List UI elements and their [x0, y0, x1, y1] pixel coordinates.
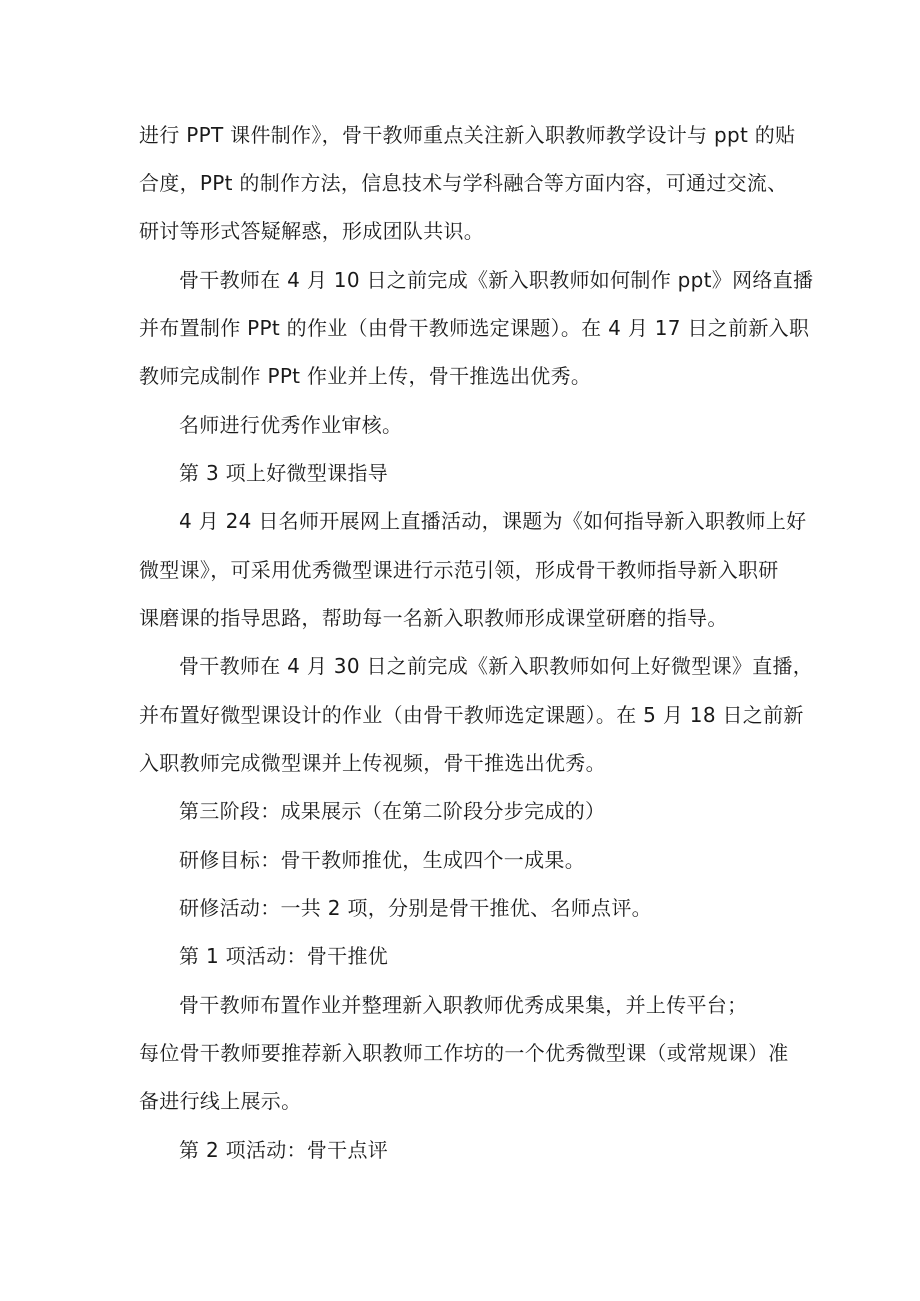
- text-line: 课磨课的指导思路，帮助每一名新入职教师形成课堂研磨的指导。: [139, 606, 728, 630]
- text-line: 备进行线上展示。: [139, 1089, 302, 1113]
- text-line: 进行 PPT 课件制作》，骨干教师重点关注新入职教师教学设计与 ppt 的贴: [139, 123, 796, 147]
- text-line: 并布置好微型课设计的作业（由骨干教师选定课题）。在 5 月 18 日之前新: [139, 703, 804, 727]
- text-line: 骨干教师在 4 月 30 日之前完成《新入职教师如何上好微型课》直播，: [179, 654, 814, 678]
- text-line: 4 月 24 日名师开展网上直播活动，课题为《如何指导新入职教师上好: [179, 509, 807, 533]
- section-heading: 第三阶段：成果展示（在第二阶段分步完成的）: [179, 799, 606, 823]
- text-line: 研讨等形式答疑解惑，形成团队共识。: [139, 219, 485, 243]
- text-line: 合度，PPt 的制作方法，信息技术与学科融合等方面内容，可通过交流、: [139, 171, 788, 195]
- text-line: 研修目标：骨干教师推优，生成四个一成果。: [179, 848, 585, 872]
- text-line: 研修活动：一共 2 项，分别是骨干推优、名师点评。: [179, 896, 652, 920]
- text-line: 骨干教师在 4 月 10 日之前完成《新入职教师如何制作 ppt》网络直播: [179, 268, 814, 292]
- text-line: 骨干教师布置作业并整理新入职教师优秀成果集，并上传平台；: [179, 993, 748, 1017]
- section-heading: 第 3 项上好微型课指导: [179, 461, 389, 485]
- text-line: 微型课》，可采用优秀微型课进行示范引领，形成骨干教师指导新入职研: [139, 558, 779, 582]
- text-line: 入职教师完成微型课并上传视频，骨干推选出优秀。: [139, 751, 606, 775]
- text-line: 教师完成制作 PPt 作业并上传，骨干推选出优秀。: [139, 364, 592, 388]
- text-line: 并布置制作 PPt 的作业（由骨干教师选定课题）。在 4 月 17 日之前新入职: [139, 316, 810, 340]
- text-line: 名师进行优秀作业审核。: [179, 413, 403, 437]
- section-heading: 第 2 项活动：骨干点评: [179, 1138, 389, 1162]
- section-heading: 第 1 项活动：骨干推优: [179, 944, 389, 968]
- text-line: 每位骨干教师要推荐新入职教师工作坊的一个优秀微型课（或常规课）准: [139, 1041, 789, 1065]
